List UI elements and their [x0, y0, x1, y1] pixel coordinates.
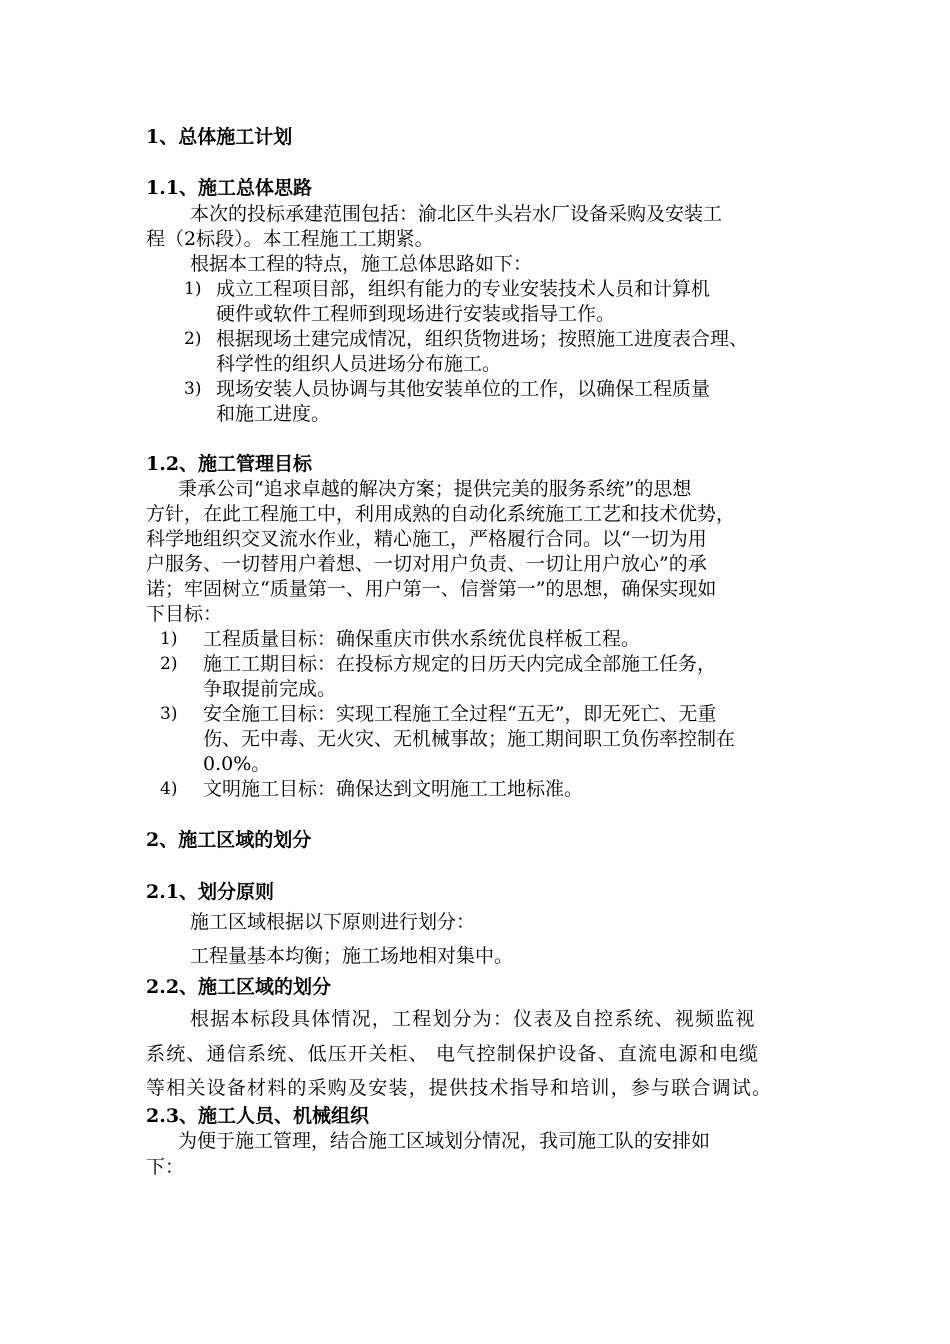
list-item-line: 0.0%。 [203, 753, 271, 775]
paragraph-line: 工程量基本均衡；施工场地相对集中。 [190, 945, 514, 967]
section-2-2-heading: 2.2、施工区域的划分 [146, 976, 332, 998]
paragraph-line: 方针，在此工程施工中，利用成熟的自动化系统施工工艺和技术优势， [146, 503, 736, 525]
list-item-line: 安全施工目标：实现工程施工全过程“五无”，即无死亡、无重 [203, 703, 717, 725]
paragraph-line: 户服务、一切替用户着想、一切对用户负责、一切让用户放心”的承 [146, 553, 707, 575]
list-item-line: 文明施工目标：确保达到文明施工工地标准。 [203, 778, 584, 800]
list-number: 3) [184, 379, 202, 399]
list-item-line: 根据现场土建完成情况，组织货物进场；按照施工进度表合理、 [216, 328, 749, 350]
section-2-3-heading: 2.3、施工人员、机械组织 [146, 1105, 370, 1127]
list-number: 2) [184, 329, 202, 349]
paragraph-line: 施工区域根据以下原则进行划分： [190, 911, 476, 933]
paragraph-line: 根据本工程的特点，施工总体思路如下： [190, 253, 533, 275]
list-item-line: 施工工期目标：在投标方规定的日历天内完成全部施工任务， [203, 653, 717, 675]
paragraph-line: 诺；牢固树立“质量第一、用户第一、信誉第一”的思想，确保实现如 [146, 578, 717, 600]
list-number: 1) [160, 629, 178, 649]
section-1-1-heading: 1.1、施工总体思路 [146, 177, 313, 199]
list-item-line: 硬件或软件工程师到现场进行安装或指导工作。 [216, 303, 616, 325]
paragraph-line: 秉承公司“追求卓越的解决方案；提供完美的服务系统”的思想 [178, 478, 692, 500]
paragraph-line: 下： [146, 1156, 185, 1178]
paragraph-line: 根据本标段具体情况，工程划分为：仪表及自控系统、视频监视 [190, 1008, 756, 1030]
list-number: 1) [184, 279, 202, 299]
paragraph-line: 等相关设备材料的采购及安装，提供技术指导和培训，参与联合调试。 [146, 1077, 773, 1099]
list-item-line: 成立工程项目部，组织有能力的专业安装技术人员和计算机 [216, 278, 711, 300]
list-number: 2) [160, 654, 178, 674]
paragraph-line: 本次的投标承建范围包括：渝北区牛头岩水厂设备采购及安装工 [190, 203, 723, 225]
list-item-line: 争取提前完成。 [203, 678, 337, 700]
section-1-heading: 1、总体施工计划 [146, 126, 293, 148]
list-item-line: 伤、无中毒、无火灾、无机械事故；施工期间职工负伤率控制在 [203, 728, 736, 750]
list-item-line: 现场安装人员协调与其他安装单位的工作，以确保工程质量 [216, 378, 711, 400]
section-2-heading: 2、施工区域的划分 [146, 829, 312, 851]
list-number: 4) [160, 779, 178, 799]
paragraph-line: 系统、通信系统、低压开关柜、 电气控制保护设备、直流电源和电缆 [146, 1043, 760, 1065]
section-1-2-heading: 1.2、施工管理目标 [146, 453, 313, 475]
paragraph-line: 下目标： [146, 603, 223, 625]
section-2-1-heading: 2.1、划分原则 [146, 881, 275, 903]
list-item-line: 工程质量目标：确保重庆市供水系统优良样板工程。 [203, 628, 641, 650]
paragraph-line: 程（2标段）。本工程施工工期紧。 [146, 228, 434, 250]
list-number: 3) [160, 704, 178, 724]
list-item-line: 和施工进度。 [216, 403, 331, 425]
list-item-line: 科学性的组织人员进场分布施工。 [216, 353, 502, 375]
paragraph-line: 科学地组织交叉流水作业，精心施工，严格履行合同。以“一切为用 [146, 528, 707, 550]
paragraph-line: 为便于施工管理，结合施工区域划分情况，我司施工队的安排如 [178, 1130, 711, 1152]
